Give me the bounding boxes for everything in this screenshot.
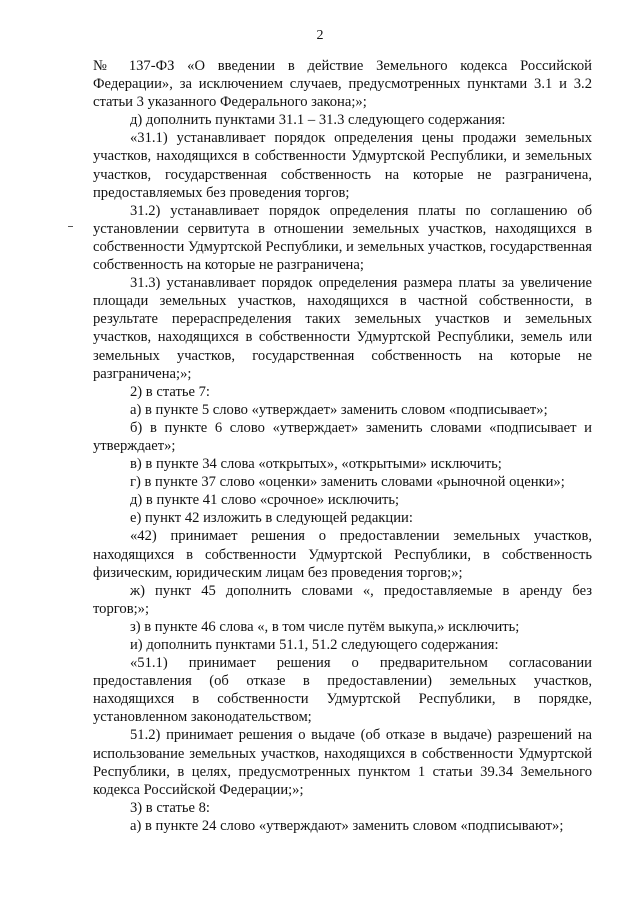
document-body: [93, 57, 592, 835]
paragraph: а) в пункте 24 слово «утверждают» заменить словом «подписывают»;: [130, 817, 564, 834]
paragraph: и) дополнить пунктами 51.1, 51.2 следующего содержания:: [130, 637, 499, 653]
paragraph: д) в пункте 41 слово «срочное» исключить;: [130, 492, 400, 509]
paragraph: «31.1) устанавливает порядок определения цены продажи земельных участков, находящихся в собственности Удмуртской Республики, и земельных участков, государственная собственность на которые не разграничена, предоставляемых без проведения торгов;: [93, 130, 592, 201]
paragraph: 31.2) устанавливает порядок определения платы по соглашению об установлении сервитута в отношении земельных участков, находящихся в собственности Удмуртской Республики, и земельных участков, государственная собственность на которые не разграничена;: [93, 202, 592, 274]
paragraph: ж) пункт 45 дополнить словами «, предоставляемые в аренду без торгов;»;: [93, 582, 592, 617]
paragraph: з) в пункте 46 слова «, в том числе путём выкупа,» исключить;: [130, 618, 520, 635]
paragraph: г) в пункте 37 слово «оценки» заменить словами «рыночной оценки»;: [130, 474, 565, 491]
page-number: 2: [316, 28, 324, 43]
paragraph: 2) в статье 7:: [130, 383, 210, 400]
paragraph: «51.1) принимает решения о предварительном согласовании предоставления (об отказе в предоставлении) земельных участков, находящихся в собственности Удмуртской Республики, в порядке, установленном законодательством;: [93, 655, 592, 726]
paragraph: б) в пункте 6 слово «утверждает» заменить словами «подписывает и утверждает»;: [93, 419, 592, 454]
paragraph: в) в пункте 34 слова «открытых», «открытыми» исключить;: [130, 456, 502, 473]
margin-mark: [68, 226, 73, 227]
paragraph: «42) принимает решения о предоставлении земельных участков, находящихся в собственности Удмуртской Республики, в собственность физическим, юридическим лицам без проведения торгов;»;: [93, 528, 592, 581]
paragraph: 3) в статье 8:: [130, 799, 210, 816]
paragraph: е) пункт 42 изложить в следующей редакции:: [130, 510, 413, 527]
paragraph: д) дополнить пунктами 31.1 – 31.3 следующего содержания:: [130, 112, 506, 129]
paragraph: 31.3) устанавливает порядок определения размера платы за увеличение площади земельных участков, находящихся в частной собственности, в результате перераспределения таких земельных участков и земельных участков, находящихся в собственности Удмуртской Республики, земель или земельных участков, государственная собственность на которые не разграничена;»;: [93, 275, 592, 382]
paragraph: № 137-ФЗ «О введении в действие Земельного кодекса Российской Федерации», за исключением случаев, предусмотренных пунктами 3.1 и 3.2 статьи 3 указанного Федерального закона;»;: [93, 58, 592, 111]
paragraph: 51.2) принимает решения о выдаче (об отказе в выдаче) разрешений на использование земельных участков, находящихся в собственности Удмуртской Республики, в целях, предусмотренных пунктом 1 статьи 39.34 Земельного кодекса Российской Федерации;»;: [93, 727, 592, 798]
paragraph: а) в пункте 5 слово «утверждает» заменить словом «подписывает»;: [130, 401, 548, 418]
